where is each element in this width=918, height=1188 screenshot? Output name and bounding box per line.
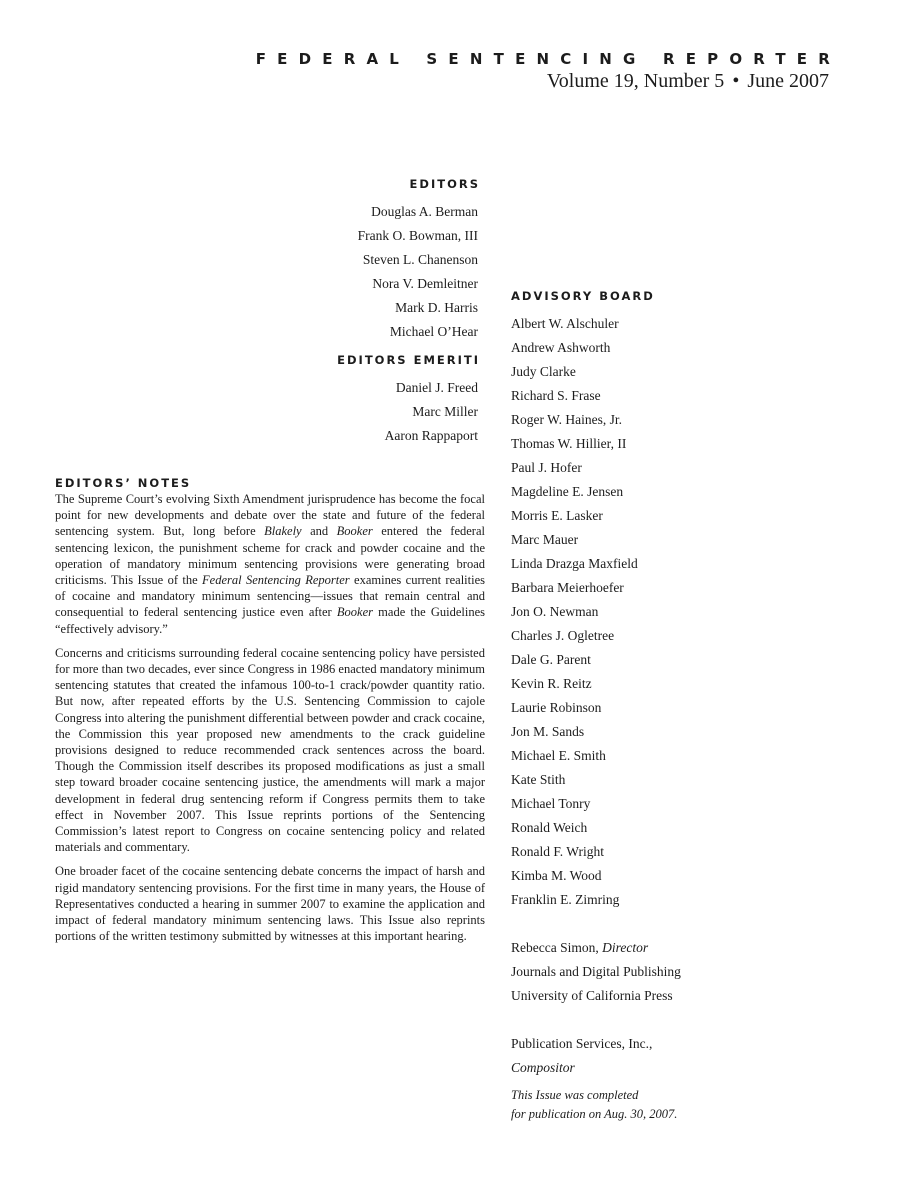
editor-name: Steven L. Chanenson <box>362 252 478 267</box>
completion-note-line-2: for publication on Aug. 30, 2007. <box>511 1107 678 1121</box>
advisory-member: Morris E. Lasker <box>511 508 603 523</box>
advisory-member: Ronald F. Wright <box>511 844 605 859</box>
director-title: Director <box>602 940 649 955</box>
advisory-member: Roger W. Haines, Jr. <box>511 412 622 427</box>
advisory-member: Kimba M. Wood <box>511 868 602 883</box>
advisory-member: Jon O. Newman <box>511 604 599 619</box>
advisory-member: Magdeline E. Jensen <box>511 484 624 499</box>
compositor-title: Compositor <box>511 1060 575 1075</box>
advisory-member: Franklin E. Zimring <box>511 892 620 907</box>
advisory-member: Michael E. Smith <box>511 748 606 763</box>
issue-line <box>547 70 829 93</box>
editor-name: Frank O. Bowman, III <box>357 228 478 243</box>
department-line: Journals and Digital Publishing <box>511 964 681 979</box>
case-name: Booker <box>336 605 373 620</box>
editors-emeriti-heading: EDITORS EMERITI <box>337 353 480 367</box>
completion-note-line-1: This Issue was completed <box>511 1088 639 1102</box>
case-name: Booker <box>336 524 373 539</box>
emeritus-name: Marc Miller <box>412 404 478 419</box>
editor-name: Douglas A. Berman <box>371 204 478 219</box>
journal-title: FEDERAL SENTENCING REPORTER <box>255 50 841 68</box>
editors-notes-heading: EDITORS’ NOTES <box>55 476 192 490</box>
advisory-member: Ronald Weich <box>511 820 588 835</box>
editors-section <box>300 176 478 448</box>
advisory-member: Kevin R. Reitz <box>511 676 592 691</box>
emeritus-name: Aaron Rappaport <box>384 428 478 443</box>
editors-notes-section <box>55 475 485 952</box>
advisory-member: Richard S. Frase <box>511 388 601 403</box>
advisory-member: Barbara Meierhoefer <box>511 580 624 595</box>
emeritus-name: Daniel J. Freed <box>395 380 478 395</box>
advisory-member: Thomas W. Hillier, II <box>511 436 627 451</box>
notes-paragraph: The Supreme Court’s evolving Sixth Amendment jurisprudence has become the focal point for new developments and debate over the state and future of the federal sentencing system. But, long before Blakely and Booker entered the federal sentencing lexicon, the punishment scheme for crack and powder cocaine and the operation of mandatory minimum sentencing provisions were generating broad criticisms. This Issue of the Federal Sentencing Reporter examines current realities of cocaine and mandatory minimum sentencing—issues that remain central and consequential to federal sentencing justice even after Booker made the Guidelines “effectively advisory.” <box>55 492 485 636</box>
notes-paragraph: Concerns and criticisms surrounding federal cocaine sentencing policy have persisted for more than two decades, ever since Congress in 1986 enacted mandatory minimum sentencing statutes that created the infamous 100-to-1 crack/powder quantity ratio. But now, after repeated efforts by the U.S. Sentencing Commission to cajole Congress into altering the punishment differential between powder and crack cocaine, the Commission this year proposed new amendments to the crack guideline provisions designed to reduce recommended crack sentences across the board. Though the Commission itself describes its proposed modifications as just a small step toward broader cocaine sentencing justice, the amendments will mark a major development in federal drug sentencing reform if Congress permits them to take effect in November 2007. This Issue reprints portions of the Sentencing Commission’s latest report to Congress on cocaine sentencing policy and related materials and commentary. <box>55 645 485 855</box>
advisory-member: Jon M. Sands <box>511 724 585 739</box>
advisory-member: Andrew Ashworth <box>511 340 611 355</box>
editor-name: Michael O’Hear <box>389 324 478 339</box>
advisory-member: Charles J. Ogletree <box>511 628 615 643</box>
advisory-member: Albert W. Alschuler <box>511 316 619 331</box>
bullet-separator: • <box>732 70 740 92</box>
advisory-member: Linda Drazga Maxfield <box>511 556 638 571</box>
editor-name: Nora V. Demleitner <box>372 276 478 291</box>
editor-name: Mark D. Harris <box>395 300 478 315</box>
advisory-member: Marc Mauer <box>511 532 579 547</box>
advisory-member: Judy Clarke <box>511 364 576 379</box>
press-line: University of California Press <box>511 988 673 1003</box>
volume-number: Volume 19, Number 5 <box>546 70 725 92</box>
notes-paragraph: One broader facet of the cocaine sentencing debate concerns the impact of harsh and rigid mandatory sentencing provisions. For the first time in many years, the House of Representatives conducted a hearing in summer 2007 to examine the application and impact of federal mandatory minimum sentencing laws. This Issue also reprints portions of the written testimony submitted by witnesses at this important hearing. <box>55 864 485 944</box>
advisory-board-section <box>511 288 811 1124</box>
case-name: Blakely <box>264 524 302 539</box>
advisory-board-heading: ADVISORY BOARD <box>511 289 655 303</box>
director-line <box>511 936 811 960</box>
editors-heading: EDITORS <box>409 177 480 191</box>
issue-date: June 2007 <box>747 70 829 92</box>
advisory-member: Laurie Robinson <box>511 700 602 715</box>
advisory-member: Michael Tonry <box>511 796 591 811</box>
advisory-member: Paul J. Hofer <box>511 460 582 475</box>
advisory-member: Dale G. Parent <box>511 652 591 667</box>
advisory-member: Kate Stith <box>511 772 566 787</box>
journal-name: Federal Sentencing Reporter <box>202 573 350 588</box>
director-name: Rebecca Simon, <box>511 940 603 955</box>
compositor-name: Publication Services, Inc., <box>511 1036 653 1051</box>
